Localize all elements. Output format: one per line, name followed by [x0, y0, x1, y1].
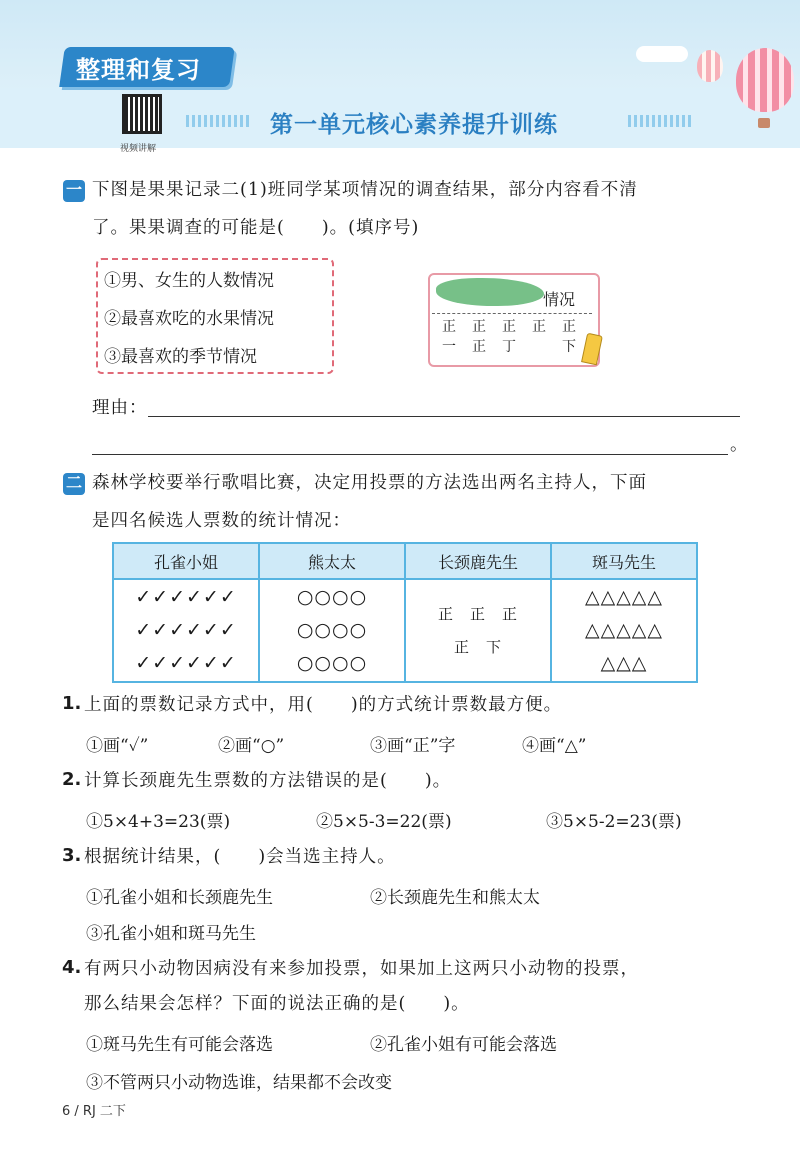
small-balloon-icon — [697, 50, 723, 82]
reason-answer-line-1[interactable] — [148, 416, 740, 417]
subq4-option-1: ①斑马先生有可能会落选 — [86, 1035, 273, 1055]
subq4-option-2: ②孔雀小姐有可能会落选 — [370, 1035, 557, 1055]
triangle-row: △△△△△ — [584, 586, 664, 608]
page-number: 6 / RJ 二下 — [62, 1104, 126, 1119]
triangle-row: △△△ — [600, 652, 648, 674]
record-card-header: 情况 — [543, 290, 576, 309]
vote-table — [112, 542, 698, 683]
section-one-badge: 一 — [63, 180, 85, 202]
subq1-option-2: ②画“○” — [218, 736, 285, 756]
subq3-option-3: ③孔雀小姐和斑马先生 — [86, 924, 256, 944]
bear-votes — [259, 579, 405, 682]
qr-code[interactable] — [122, 94, 162, 134]
header-peacock: 孔雀小姐 — [113, 543, 259, 579]
tally-cell: 丁 — [502, 339, 516, 355]
question-number: 1. — [62, 693, 82, 714]
subq3-option-1: ①孔雀小姐和长颈鹿先生 — [86, 888, 273, 908]
q1-option-1: ①男、女生的人数情况 — [104, 271, 274, 291]
q1-option-3: ③最喜欢的季节情况 — [104, 347, 257, 367]
tally-cell: 正 — [562, 319, 576, 335]
tally-cell: 正 — [472, 319, 486, 335]
reason-end-mark: 。 — [730, 435, 749, 455]
subq2-option-1: ①5×4+3=23(票) — [86, 812, 231, 832]
checkmark-row: ✓✓✓✓✓✓ — [135, 586, 237, 608]
subq2-text: 计算长颈鹿先生票数的方法错误的是( )。 — [84, 771, 452, 791]
tally-row: 正 下 — [453, 637, 502, 656]
subq4-option-3: ③不管两只小动物选谁，结果都不会改变 — [86, 1073, 392, 1093]
reason-label: 理由： — [92, 398, 148, 418]
giraffe-votes — [405, 579, 551, 682]
section-two-badge: 二 — [63, 473, 85, 495]
subq4-text-2: 那么结果会怎样？下面的说法正确的是( )。 — [84, 994, 470, 1014]
header-bear: 熊太太 — [259, 543, 405, 579]
subq3-option-2: ②长颈鹿先生和熊太太 — [370, 888, 540, 908]
q2-line2: 是四名候选人票数的统计情况： — [92, 511, 351, 531]
question-number: 3. — [62, 845, 82, 866]
question-number: 2. — [62, 769, 82, 790]
checkmark-row: ✓✓✓✓✓✓ — [135, 619, 237, 641]
tally-cell: 正 — [532, 319, 546, 335]
tally-cell: 正 — [502, 319, 516, 335]
big-balloon-icon — [736, 48, 794, 112]
subq1-option-4: ④画“△” — [522, 736, 587, 756]
tally-cell: 一 — [442, 339, 456, 355]
tally-cell: 下 — [562, 339, 576, 355]
subq2-option-3: ③5×5-2=23(票) — [546, 812, 682, 832]
subq4-text: 有两只小动物因病没有来参加投票，如果加上这两只小动物的投票， — [84, 959, 639, 979]
subq1-text: 上面的票数记录方式中，用( )的方式统计票数最方便。 — [84, 695, 563, 715]
page-title: 第一单元核心素养提升训练 — [270, 112, 558, 138]
circle-row: ○○○○ — [296, 586, 368, 608]
reason-answer-line-2[interactable] — [92, 454, 728, 455]
cloud — [636, 46, 688, 62]
q1-option-2: ②最喜欢吃的水果情况 — [104, 309, 274, 329]
subq1-option-3: ③画“正”字 — [370, 736, 456, 756]
title-dots-left — [186, 115, 252, 127]
q2-line1: 森林学校要举行歌唱比赛，决定用投票的方法选出两名主持人，下面 — [92, 473, 647, 493]
title-dots-right — [628, 115, 692, 127]
subq2-option-2: ②5×5-3=22(票) — [316, 812, 452, 832]
circle-row: ○○○○ — [296, 619, 368, 641]
record-card-divider — [432, 313, 592, 314]
header-giraffe: 长颈鹿先生 — [405, 543, 551, 579]
peacock-votes — [113, 579, 259, 682]
q1-line1: 下图是果果记录二(1)班同学某项情况的调查结果，部分内容看不清 — [92, 180, 638, 200]
record-row2 — [436, 336, 582, 356]
tally-cell — [526, 336, 552, 356]
subq3-text: 根据统计结果，( )会当选主持人。 — [84, 847, 396, 867]
subq1-option-1: ①画“✓” — [86, 736, 149, 756]
q1-line2: 了。果果调查的可能是( )。(填序号) — [92, 218, 420, 238]
tally-cell: 正 — [472, 339, 486, 355]
checkmark-row: ✓✓✓✓✓✓ — [135, 652, 237, 674]
tally-cell: 正 — [442, 319, 456, 335]
triangle-row: △△△△△ — [584, 619, 664, 641]
zebra-votes — [551, 579, 697, 682]
question-number: 4. — [62, 957, 82, 978]
record-row1 — [436, 316, 582, 336]
tally-row: 正 正 正 — [437, 604, 518, 623]
circle-row: ○○○○ — [296, 652, 368, 674]
balloon-basket — [758, 118, 770, 128]
header-zebra: 斑马先生 — [551, 543, 697, 579]
section-tag: 整理和复习 — [76, 56, 201, 84]
qr-label: 视频讲解 — [120, 144, 157, 154]
